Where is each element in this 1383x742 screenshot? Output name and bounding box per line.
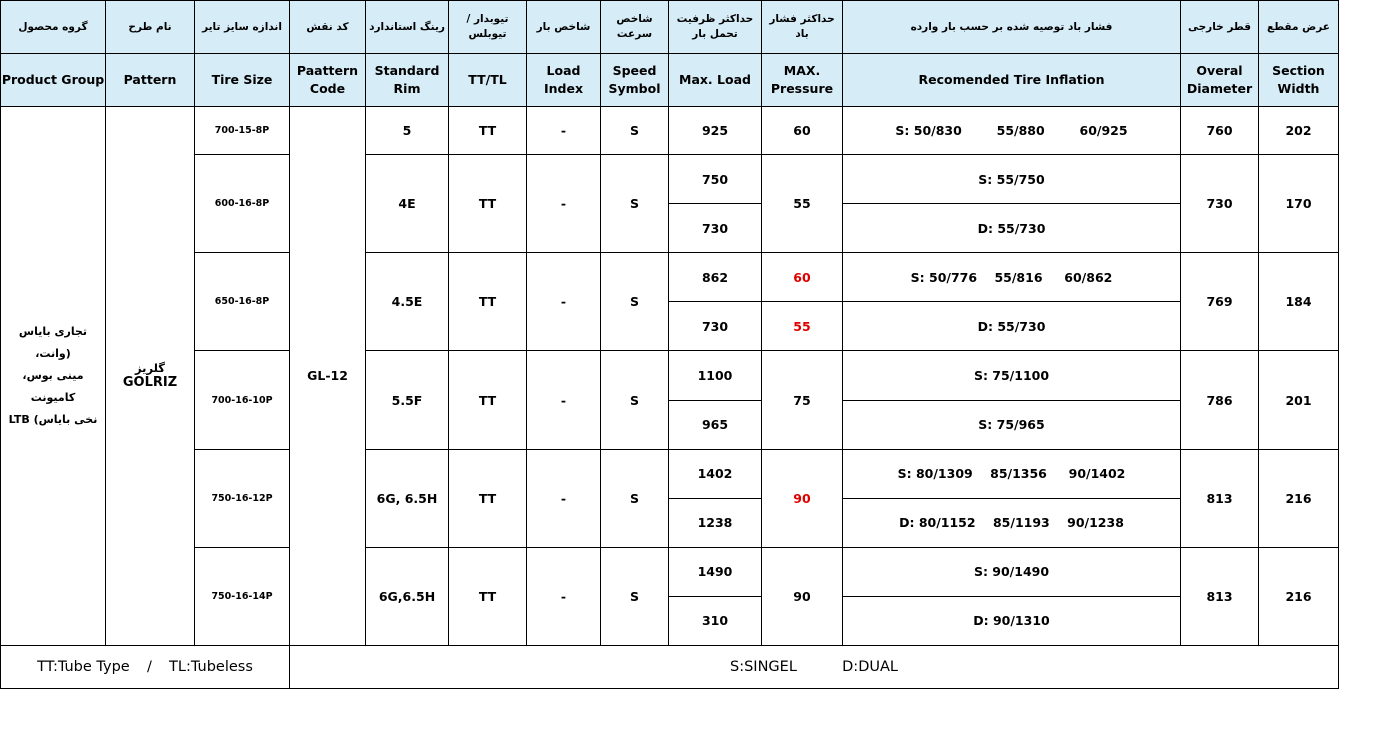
header-fa-tt-tl: تیوبدار / تیوبلس [449,1,527,54]
inflation-cell: D: 55/730 [843,204,1181,253]
load-index-cell: - [527,253,601,351]
overall-diameter-cell: 813 [1181,547,1259,645]
overall-diameter-cell: 813 [1181,449,1259,547]
section-width-cell: 184 [1259,253,1339,351]
tire-size-cell: 650-16-8P [195,253,290,351]
table-row [1,547,1339,596]
inflation-cell: S: 75/1100 [843,351,1181,400]
max-load-cell: 925 [669,107,762,155]
header-row-fa [1,1,1339,54]
header-en-speed-symbol: Speed Symbol [601,54,669,107]
overall-diameter-cell: 786 [1181,351,1259,449]
rim-cell: 6G, 6.5H [366,449,449,547]
header-fa-inflation: فشار باد توصیه شده بر حسب بار وارده [843,1,1181,54]
inflation-cell: D: 55/730 [843,302,1181,351]
header-en-pattern-code: Paattern Code [290,54,366,107]
header-en-tire-size: Tire Size [195,54,290,107]
max-load-cell: 862 [669,253,762,302]
tt-cell: TT [449,449,527,547]
header-fa-pattern: نام طرح [106,1,195,54]
inflation-cell: S: 55/750 [843,155,1181,204]
max-pressure-cell: 55 [762,155,843,253]
header-fa-overall-diameter: قطر خارجی [1181,1,1259,54]
pattern-en: GOLRIZ [122,375,178,391]
speed-cell: S [601,107,669,155]
max-pressure-cell: 55 [762,302,843,351]
header-en-inflation: Recomended Tire Inflation [843,54,1181,107]
tire-size-cell: 700-15-8P [195,107,290,155]
header-fa-speed-symbol: شاخص سرعت [601,1,669,54]
product-group-line1: تجاری بایاس (وانت، [18,324,88,360]
rim-cell: 6G,6.5H [366,547,449,645]
rim-cell: 4.5E [366,253,449,351]
inflation-cell: S: 50/830 55/880 60/925 [843,107,1181,155]
inflation-cell: S: 50/776 55/816 60/862 [843,253,1181,302]
max-pressure-cell: 90 [762,547,843,645]
tt-cell: TT [449,155,527,253]
section-width-cell: 202 [1259,107,1339,155]
tire-size-cell: 750-16-14P [195,547,290,645]
section-width-cell: 201 [1259,351,1339,449]
speed-cell: S [601,155,669,253]
tire-size-cell: 750-16-12P [195,449,290,547]
max-pressure-cell: 60 [762,107,843,155]
footer-row [1,645,1339,688]
section-width-cell: 170 [1259,155,1339,253]
max-load-cell: 1238 [669,498,762,547]
footer-dual-label: D:DUAL [842,658,898,675]
product-group-line3: نخی بایاس) LTB [8,412,98,426]
overall-diameter-cell: 760 [1181,107,1259,155]
header-fa-section-width: عرض مقطع [1259,1,1339,54]
header-en-tt-tl: TT/TL [449,54,527,107]
product-group-cell [1,107,106,646]
speed-cell: S [601,449,669,547]
header-row-en [1,54,1339,107]
max-load-cell: 730 [669,302,762,351]
load-index-cell: - [527,547,601,645]
rim-cell: 5 [366,107,449,155]
speed-cell: S [601,253,669,351]
tt-cell: TT [449,107,527,155]
rim-cell: 4E [366,155,449,253]
max-load-cell: 1490 [669,547,762,596]
pattern-fa: گلریز [134,361,165,376]
table-row [1,351,1339,400]
header-en-product-group: Product Group [1,54,106,107]
inflation-cell: S: 90/1490 [843,547,1181,596]
header-en-max-load: Max. Load [669,54,762,107]
inflation-cell: S: 80/1309 85/1356 90/1402 [843,449,1181,498]
header-fa-standard-rim: رینگ استاندارد [366,1,449,54]
header-en-overall-diameter: Overal Diameter [1181,54,1259,107]
section-width-cell: 216 [1259,449,1339,547]
max-pressure-cell: 60 [762,253,843,302]
max-load-cell: 310 [669,596,762,645]
tt-cell: TT [449,351,527,449]
rim-cell: 5.5F [366,351,449,449]
max-load-cell: 1100 [669,351,762,400]
max-load-cell: 730 [669,204,762,253]
header-fa-max-pressure: حداکثر فشار باد [762,1,843,54]
header-en-pattern: Pattern [106,54,195,107]
header-fa-max-load: حداکثر ظرفیت تحمل بار [669,1,762,54]
max-pressure-cell: 75 [762,351,843,449]
max-load-cell: 750 [669,155,762,204]
speed-cell: S [601,351,669,449]
tire-size-cell: 700-16-10P [195,351,290,449]
max-load-cell: 965 [669,400,762,449]
header-en-load-index: Load Index [527,54,601,107]
pattern-code-cell: GL-12 [290,107,366,646]
section-width-cell: 216 [1259,547,1339,645]
load-index-cell: - [527,449,601,547]
table-row [1,253,1339,302]
inflation-cell: D: 80/1152 85/1193 90/1238 [843,498,1181,547]
footer-tl-label: TL:Tubeless [169,658,253,675]
max-load-cell: 1402 [669,449,762,498]
pattern-cell [106,107,195,646]
inflation-cell: S: 75/965 [843,400,1181,449]
tire-size-cell: 600-16-8P [195,155,290,253]
header-en-section-width: Section Width [1259,54,1339,107]
footer-tt-label: TT:Tube Type [37,658,130,675]
table-row [1,449,1339,498]
footer-legend-tube [1,645,290,688]
footer-single-label: S:SINGEL [730,658,797,675]
footer-legend-load-type [290,645,1339,688]
load-index-cell: - [527,155,601,253]
header-fa-product-group: گروه محصول [1,1,106,54]
speed-cell: S [601,547,669,645]
load-index-cell: - [527,351,601,449]
footer-slash: / [146,658,152,675]
tt-cell: TT [449,253,527,351]
load-index-cell: - [527,107,601,155]
header-fa-load-index: شاخص بار [527,1,601,54]
overall-diameter-cell: 730 [1181,155,1259,253]
header-fa-tire-size: اندازه سایز تایر [195,1,290,54]
table-row [1,155,1339,204]
header-en-standard-rim: Standard Rim [366,54,449,107]
overall-diameter-cell: 769 [1181,253,1259,351]
product-group-line2: مینی بوس، کامیونت [22,368,84,404]
tt-cell: TT [449,547,527,645]
max-pressure-cell: 90 [762,449,843,547]
inflation-cell: D: 90/1310 [843,596,1181,645]
header-en-max-pressure: MAX. Pressure [762,54,843,107]
header-fa-pattern-code: کد نقش [290,1,366,54]
table-row [1,107,1339,155]
